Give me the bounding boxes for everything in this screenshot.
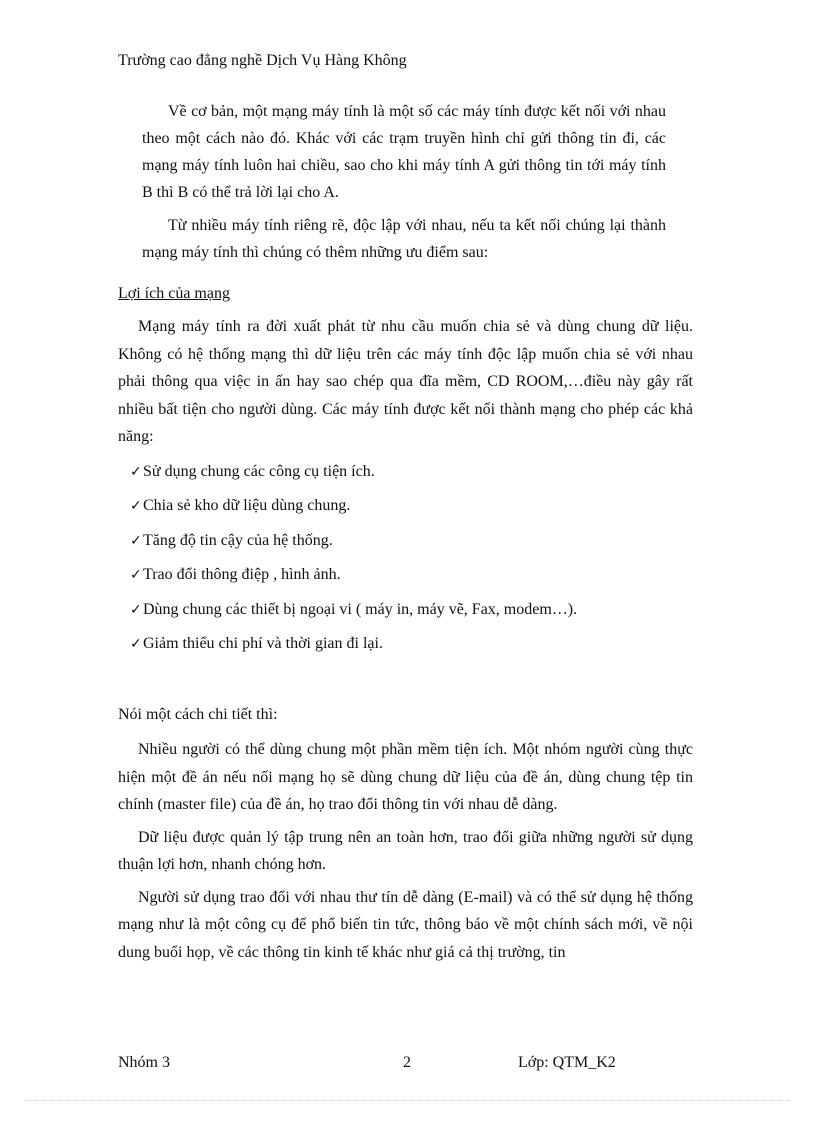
list-item	[130, 528, 577, 562]
body-paragraph: Nhiều người có thể dùng chung một phần mềm tiện ích. Một nhóm người cùng thực hiện một đề án nếu nối mạng họ sẽ dùng chung dữ liệu của đề án, dùng chung tệp tin chính (master file) của đề án, họ trao đổi thông tin với nhau dễ dàng.	[118, 741, 693, 813]
check-icon: ✓	[130, 532, 142, 549]
list-item	[130, 597, 577, 631]
page-footer	[118, 1051, 638, 1075]
check-icon: ✓	[130, 498, 142, 515]
benefits-list	[130, 459, 577, 665]
list-item	[130, 631, 577, 665]
footer-class: Lớp: QTM_K2	[518, 1054, 616, 1071]
list-item	[130, 562, 577, 596]
details-intro: Nói một cách chi tiết thì:	[118, 706, 278, 723]
page-header: Trường cao đẳng nghề Dịch Vụ Hàng Không	[118, 52, 407, 69]
list-item-text: Sử dụng chung các công cụ tiện ích.	[143, 463, 375, 480]
body-paragraph: Mạng máy tính ra đời xuất phát từ nhu cầu muốn chia sẻ và dùng chung dữ liệu. Không có hệ thống mạng thì dữ liệu trên các máy tính độc lập muốn chia sẻ với nhau phải thông qua việc in ấn hay sao chép qua đĩa mềm, CD ROOM,…điều này gây rất nhiều bất tiện cho người dùng. Các máy tính được kết nối thành mạng cho phép các khả năng:	[118, 318, 693, 445]
page-bottom-divider	[26, 1100, 790, 1101]
list-item	[130, 459, 577, 493]
body-paragraph: Người sử dụng trao đổi với nhau thư tín dễ dàng (E-mail) và có thể sử dụng hệ thống mạng như là một công cụ để phổ biến tin tức, thông báo về một chính sách mới, về nội dung buổi họp, về các thông tin kinh tế khác như giá cả thị trường, tin	[118, 888, 693, 961]
list-item-text: Giảm thiểu chi phí và thời gian đi lại.	[143, 634, 383, 652]
body-paragraph: Dữ liệu được quản lý tập trung nên an toàn hơn, trao đổi giữa những người sử dụng thuận lợi hơn, nhanh chóng hơn.	[118, 828, 693, 873]
check-icon: ✓	[130, 635, 142, 652]
list-item-text: Tăng độ tin cậy của hệ thống.	[143, 531, 333, 549]
details-section	[118, 736, 693, 971]
intro-section	[142, 98, 666, 272]
list-item-text: Dùng chung các thiết bị ngoại vi ( máy in, máy vẽ, Fax, modem…).	[143, 600, 578, 618]
section-heading: Lợi ích của mạng	[118, 285, 230, 302]
intro-paragraph: Về cơ bản, một mạng máy tính là một số các máy tính được kết nối với nhau theo một cách nào đó. Khác với các trạm truyền hình chỉ gửi thông tin đi, các mạng máy tính luôn hai chiều, sao cho khi máy tính A gửi thông tin tới máy tính B thì B có thể trả lời lại cho A.	[142, 103, 666, 201]
footer-group: Nhóm 3	[118, 1054, 170, 1071]
list-item-text: Trao đổi thông điệp , hình ảnh.	[143, 566, 341, 584]
check-icon: ✓	[130, 601, 142, 618]
list-item-text: Chia sẻ kho dữ liệu dùng chung.	[143, 497, 351, 515]
check-icon: ✓	[130, 464, 142, 480]
intro-paragraph: Từ nhiều máy tính riêng rẽ, độc lập với nhau, nếu ta kết nối chúng lại thành mạng máy tính thì chúng có thêm những ưu điểm sau:	[142, 217, 666, 261]
page-number: 2	[403, 1054, 411, 1071]
check-icon: ✓	[130, 567, 142, 584]
benefits-intro	[118, 313, 693, 456]
list-item	[130, 493, 577, 527]
